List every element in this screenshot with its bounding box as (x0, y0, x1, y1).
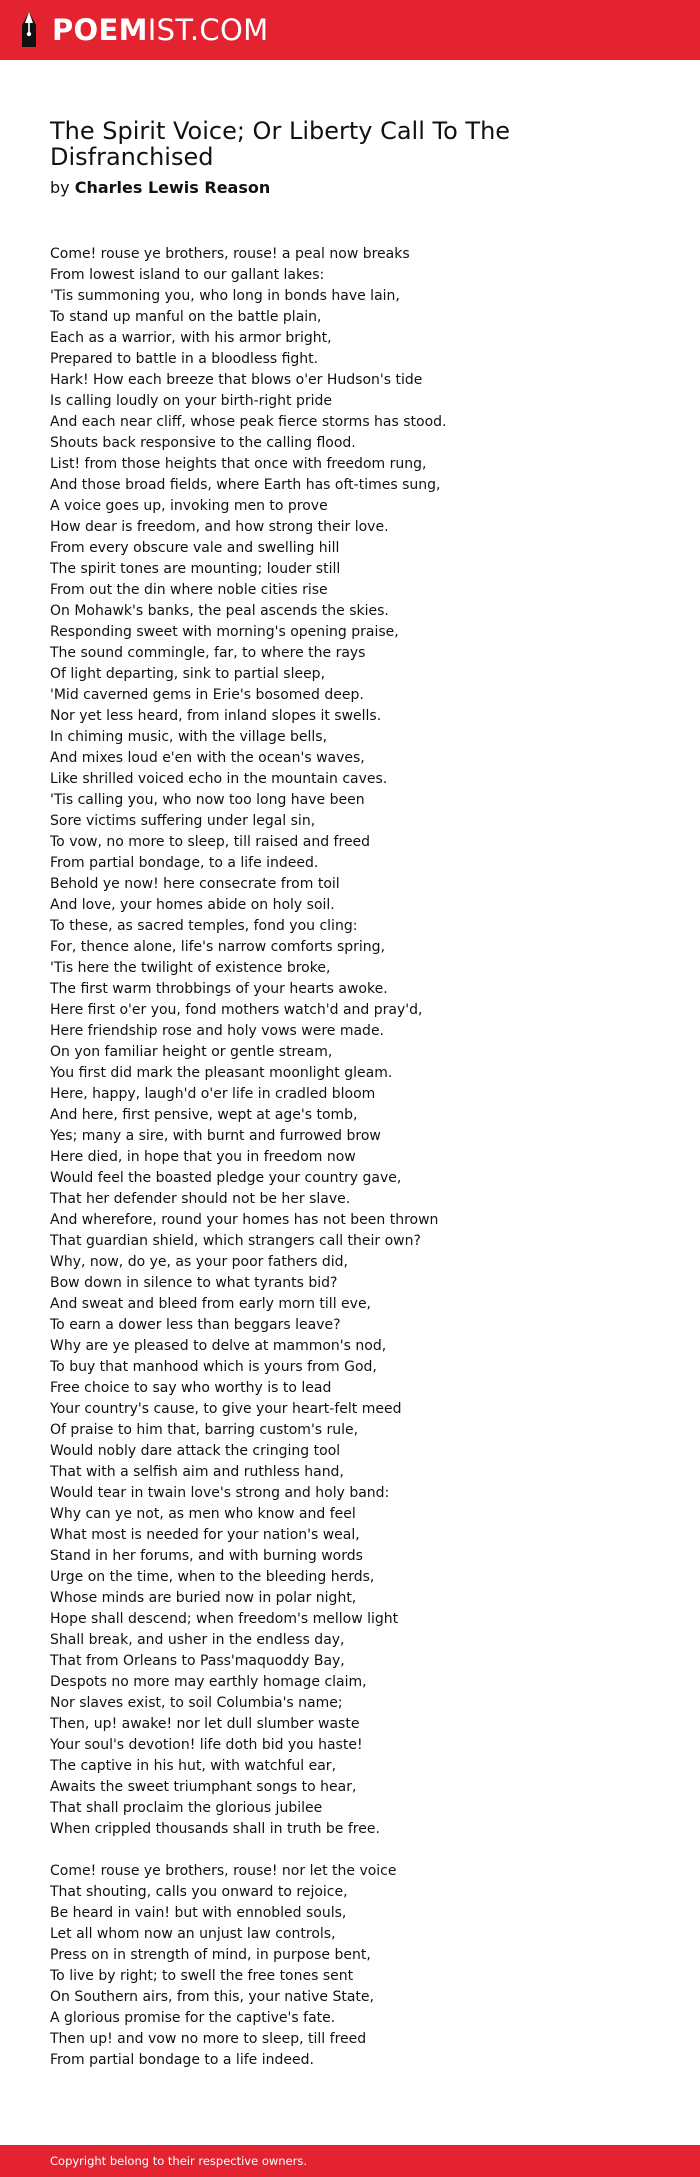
poem-line: For, thence alone, life's narrow comforts spring, (50, 939, 386, 955)
poem-line: Press on in strength of mind, in purpose bent, (50, 1947, 371, 1963)
poem-line: Each as a warrior, with his armor bright, (50, 330, 332, 346)
poem-line: Be heard in vain! but with ennobled souls, (50, 1905, 347, 1921)
poem-line: Hope shall descend; when freedom's mellow light (50, 1611, 399, 1627)
poem-line: Then, up! awake! nor let dull slumber waste (50, 1716, 360, 1732)
poem-line: Here friendship rose and holy vows were made. (50, 1023, 385, 1039)
logo-text-bold: POEM (52, 13, 148, 47)
poem-line: From every obscure vale and swelling hill (50, 540, 340, 556)
site-header (0, 0, 700, 60)
poem-line: When crippled thousands shall in truth be free. (50, 1821, 380, 1837)
poem-line: Here first o'er you, fond mothers watch'd and pray'd, (50, 1002, 423, 1018)
poem-line: Free choice to say who worthy is to lead (50, 1380, 332, 1396)
poem-line: Come! rouse ye brothers, rouse! nor let the voice (50, 1863, 397, 1879)
poem-line: Of light departing, sink to partial sleep, (50, 666, 326, 682)
poem-line: 'Tis summoning you, who long in bonds have lain, (50, 288, 400, 304)
poem-line: Shouts back responsive to the calling flood. (50, 435, 356, 451)
poem-line: Would nobly dare attack the cringing tool (50, 1443, 341, 1459)
poem-line: Nor slaves exist, to soil Columbia's name; (50, 1695, 343, 1711)
poem-title: The Spirit Voice; Or Liberty Call To The Disfranchised (50, 117, 511, 171)
poem-line: Despots no more may earthly homage claim, (50, 1674, 367, 1690)
poem-line: That shall proclaim the glorious jubilee (50, 1800, 323, 1816)
poem-line: Your country's cause, to give your heart-felt meed (50, 1401, 402, 1417)
poem-line: On Southern airs, from this, your native State, (50, 1989, 374, 2005)
poem-line: Let all whom now an unjust law controls, (50, 1926, 336, 1942)
poem-line: The sound commingle, far, to where the rays (50, 645, 366, 661)
poem-line: To vow, no more to sleep, till raised and freed (50, 834, 371, 850)
poem-line: Why, now, do ye, as your poor fathers did, (50, 1254, 348, 1270)
by-label: by (50, 178, 70, 197)
poem-line: And wherefore, round your homes has not been thrown (50, 1212, 439, 1228)
poem-line: The spirit tones are mounting; louder still (50, 561, 341, 577)
poem-body (50, 244, 650, 2071)
pen-nib-icon (18, 11, 40, 49)
site-logo[interactable] (18, 10, 268, 50)
poem-line: And mixes loud e'en with the ocean's waves, (50, 750, 365, 766)
poem-line: Would feel the boasted pledge your country gave, (50, 1170, 402, 1186)
site-footer (0, 2145, 700, 2177)
poem-line: Urge on the time, when to the bleeding herds, (50, 1569, 375, 1585)
poem-line: Yes; many a sire, with burnt and furrowed brow (50, 1128, 381, 1144)
poem-line: 'Tis calling you, who now too long have been (50, 792, 365, 808)
poem-line: To these, as sacred temples, fond you cling: (50, 918, 358, 934)
poem-line: From partial bondage to a life indeed. (50, 2052, 314, 2068)
poem-stanza (50, 244, 650, 1840)
poem-line: From lowest island to our gallant lakes: (50, 267, 325, 283)
poem-line: A glorious promise for the captive's fate. (50, 2010, 336, 2026)
poem-line: Is calling loudly on your birth-right pride (50, 393, 333, 409)
poem-line: And each near cliff, whose peak fierce storms has stood. (50, 414, 447, 430)
poem-line: On yon familiar height or gentle stream, (50, 1044, 333, 1060)
poem-line: Awaits the sweet triumphant songs to hear, (50, 1779, 357, 1795)
copyright-notice: Copyright belong to their respective owners. (50, 2154, 308, 2168)
poem-line: Why can ye not, as men who know and feel (50, 1506, 356, 1522)
poem-stanza (50, 1861, 650, 2071)
poem-line: To earn a dower less than beggars leave? (50, 1317, 341, 1333)
poem-line: That with a selfish aim and ruthless hand, (50, 1464, 344, 1480)
poem-line: How dear is freedom, and how strong their love. (50, 519, 389, 535)
poem-line: Responding sweet with morning's opening praise, (50, 624, 399, 640)
poem-line: Then up! and vow no more to sleep, till freed (50, 2031, 367, 2047)
poem-line: Whose minds are buried now in polar night, (50, 1590, 357, 1606)
byline (50, 178, 650, 198)
poem-line: That her defender should not be her slave. (50, 1191, 351, 1207)
poem-line: Like shrilled voiced echo in the mountain caves. (50, 771, 388, 787)
poem-line: Here, happy, laugh'd o'er life in cradled bloom (50, 1086, 376, 1102)
poem-line: 'Mid caverned gems in Erie's bosomed deep. (50, 687, 364, 703)
author-name[interactable]: Charles Lewis Reason (74, 178, 271, 197)
poem-line: To buy that manhood which is yours from God, (50, 1359, 377, 1375)
poem-line: Hark! How each breeze that blows o'er Hudson's tide (50, 372, 423, 388)
poem-line: Of praise to him that, barring custom's rule, (50, 1422, 359, 1438)
poem-line: Your soul's devotion! life doth bid you haste! (50, 1737, 363, 1753)
poem-line: Bow down in silence to what tyrants bid? (50, 1275, 338, 1291)
poem-line: Why are ye pleased to delve at mammon's nod, (50, 1338, 387, 1354)
poem-line: Come! rouse ye brothers, rouse! a peal now breaks (50, 246, 410, 262)
poem-line: Prepared to battle in a bloodless fight. (50, 351, 319, 367)
poem-line: Nor yet less heard, from inland slopes it swells. (50, 708, 382, 724)
poem-line: Behold ye now! here consecrate from toil (50, 876, 340, 892)
poem-line: And here, first pensive, wept at age's tomb, (50, 1107, 358, 1123)
poem-line: From out the din where noble cities rise (50, 582, 328, 598)
poem-line: Stand in her forums, and with burning words (50, 1548, 363, 1564)
poem-line: In chiming music, with the village bells, (50, 729, 328, 745)
poem-line: 'Tis here the twilight of existence broke, (50, 960, 331, 976)
poem-line: And love, your homes abide on holy soil. (50, 897, 335, 913)
poem-line: That from Orleans to Pass'maquoddy Bay, (50, 1653, 345, 1669)
poem-line: To live by right; to swell the free tones sent (50, 1968, 354, 1984)
poem-content (50, 118, 650, 2071)
logo-wordmark (52, 10, 268, 50)
poem-line: And sweat and bleed from early morn till eve, (50, 1296, 372, 1312)
poem-line: That guardian shield, which strangers call their own? (50, 1233, 421, 1249)
poem-line: List! from those heights that once with freedom rung, (50, 456, 427, 472)
poem-line: From partial bondage, to a life indeed. (50, 855, 319, 871)
logo-text-light: IST.COM (147, 13, 269, 47)
poem-line: You first did mark the pleasant moonlight gleam. (50, 1065, 393, 1081)
poem-line: The first warm throbbings of your hearts awoke. (50, 981, 388, 997)
poem-line: That shouting, calls you onward to rejoice, (50, 1884, 348, 1900)
poem-line: And those broad fields, where Earth has oft-times sung, (50, 477, 441, 493)
poem-line: To stand up manful on the battle plain, (50, 309, 322, 325)
poem-line: The captive in his hut, with watchful ear, (50, 1758, 337, 1774)
poem-line: Would tear in twain love's strong and holy band: (50, 1485, 390, 1501)
poem-line: On Mohawk's banks, the peal ascends the skies. (50, 603, 389, 619)
poem-line: Sore victims suffering under legal sin, (50, 813, 316, 829)
poem-line: Shall break, and usher in the endless day, (50, 1632, 345, 1648)
poem-line: Here died, in hope that you in freedom now (50, 1149, 356, 1165)
poem-line: What most is needed for your nation's weal, (50, 1527, 360, 1543)
poem-line: A voice goes up, invoking men to prove (50, 498, 328, 514)
